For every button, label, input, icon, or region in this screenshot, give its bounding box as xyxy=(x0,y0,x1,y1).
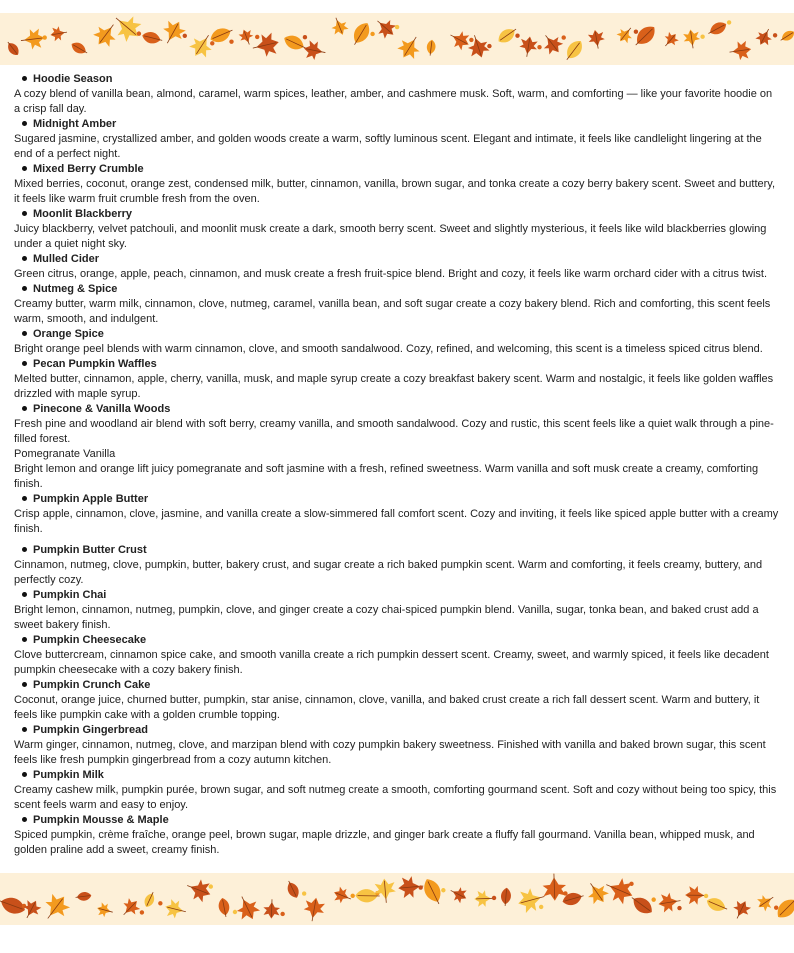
berry-icon xyxy=(137,31,141,35)
bullet-icon xyxy=(22,121,27,126)
list-item xyxy=(14,327,780,357)
leaf-icon xyxy=(542,873,566,901)
scent-name xyxy=(14,588,780,603)
bullet-icon xyxy=(22,76,27,81)
leaf-icon xyxy=(284,879,301,900)
leaf-icon xyxy=(217,897,231,918)
scent-description: Sugared jasmine, crystallized amber, and golden woods create a warm, softly luminous scent. Elegant and intimate, it feels like candlelight lingering at the end of a perfect night. xyxy=(14,133,762,160)
berry-icon xyxy=(255,35,259,39)
list-item xyxy=(14,447,780,492)
leaf-icon xyxy=(118,895,143,920)
list-item xyxy=(14,162,780,207)
berry-icon xyxy=(209,884,213,888)
scent-name xyxy=(14,402,780,417)
leaf-icon xyxy=(582,878,611,908)
leaf-icon xyxy=(4,39,21,57)
leaf-icon xyxy=(108,13,146,46)
berry-icon xyxy=(651,897,655,901)
top-leaves-banner xyxy=(0,13,794,65)
scent-name-text: Moonlit Blackberry xyxy=(33,208,133,220)
leaf-icon xyxy=(446,27,472,52)
bullet-icon xyxy=(22,256,27,261)
leaf-icon xyxy=(250,31,281,59)
scent-name-text: Pomegranate Vanilla xyxy=(14,448,116,460)
berry-icon xyxy=(469,38,473,42)
list-item xyxy=(14,207,780,252)
list-item xyxy=(14,492,780,537)
leaf-icon xyxy=(706,19,729,38)
scent-name-text: Hoodie Season xyxy=(33,73,113,85)
leaf-icon xyxy=(426,39,437,56)
leaf-icon xyxy=(49,25,68,42)
berry-icon xyxy=(418,885,422,889)
scent-name xyxy=(14,633,780,648)
leaf-icon xyxy=(355,889,380,903)
bullet-icon xyxy=(22,166,27,171)
scent-description: Bright lemon, cinnamon, nutmeg, pumpkin, clove, and ginger create a cozy chai-spiced pumpkin blend. Vanilla, sugar, tonka bean, and baked crust add a sweet bakery finish. xyxy=(14,604,759,631)
leaf-icon xyxy=(705,895,730,915)
scent-name-text: Pumpkin Cheesecake xyxy=(33,634,147,646)
berry-icon xyxy=(229,39,233,43)
leaf-icon xyxy=(730,897,753,922)
berry-icon xyxy=(158,901,162,905)
berry-icon xyxy=(700,35,704,39)
leaf-icon xyxy=(474,890,494,907)
leaf-icon xyxy=(158,17,188,49)
bullet-icon xyxy=(22,211,27,216)
berry-icon xyxy=(395,25,399,29)
scent-name-text: Pumpkin Butter Crust xyxy=(33,544,147,556)
scent-name-text: Pumpkin Milk xyxy=(33,769,104,781)
scent-name xyxy=(14,357,780,372)
list-item xyxy=(14,813,780,858)
berry-icon xyxy=(492,896,496,900)
berry-icon xyxy=(303,35,307,39)
scent-name-text: Pecan Pumpkin Waffles xyxy=(33,358,157,370)
berry-icon xyxy=(634,30,638,34)
autumn-leaves-garland-icon xyxy=(0,13,794,65)
leaf-icon xyxy=(754,25,776,48)
scent-description: Bright orange peel blends with warm cinnamon, clove, and smooth sandalwood. Cozy, refined, and welcoming, this scent is a timeless spiced citrus blend. xyxy=(14,343,763,355)
list-item xyxy=(14,723,780,768)
list-item xyxy=(14,633,780,678)
leaf-icon xyxy=(728,40,752,62)
leaf-icon xyxy=(682,28,701,49)
bullet-icon xyxy=(22,817,27,822)
leaf-icon xyxy=(95,901,114,919)
scent-name xyxy=(14,117,780,132)
scent-description: Cinnamon, nutmeg, clove, pumpkin, butter, bakery crust, and sugar create a rich baked pumpkin scent. Warm and comforting, it feels creamy, buttery, and perfectly cozy. xyxy=(14,559,763,586)
autumn-leaves-garland-icon xyxy=(0,873,794,925)
scent-name-text: Pinecone & Vanilla Woods xyxy=(33,403,171,415)
leaf-icon xyxy=(20,28,46,51)
list-item xyxy=(14,678,780,723)
leaf-icon xyxy=(183,876,214,905)
leaf-icon xyxy=(685,886,707,905)
scent-description: Creamy butter, warm milk, cinnamon, clove, nutmeg, caramel, vanilla bean, and soft sugar create a cozy bakery blend. Rich and comforting, this scent feels warm, smooth, and indulgent. xyxy=(14,298,771,325)
leaf-icon xyxy=(302,39,327,62)
leaf-icon xyxy=(38,890,73,925)
leaf-icon xyxy=(90,18,122,51)
scent-description: Juicy blackberry, velvet patchouli, and moonlit musk create a dark, smooth berry scent. Sweet and slightly mysterious, it feels like wild blackberries glowing under a quiet night sky. xyxy=(14,223,767,250)
bottom-leaves-banner xyxy=(0,873,794,925)
leaf-icon xyxy=(631,22,659,50)
leaf-icon xyxy=(263,899,280,919)
berry-icon xyxy=(140,910,144,914)
list-item xyxy=(14,117,780,162)
leaf-icon xyxy=(754,891,777,914)
scent-name-text: Mulled Cider xyxy=(33,253,100,265)
leaf-icon xyxy=(329,15,351,38)
list-item xyxy=(14,72,780,117)
list-item xyxy=(14,402,780,447)
scent-name xyxy=(14,768,780,783)
list-item xyxy=(14,282,780,327)
leaf-icon xyxy=(660,30,681,51)
berry-icon xyxy=(370,32,374,36)
bullet-icon xyxy=(22,331,27,336)
list-item xyxy=(14,357,780,402)
berry-icon xyxy=(773,33,777,37)
leaf-icon xyxy=(395,31,426,63)
leaf-icon xyxy=(500,887,511,906)
leaf-icon xyxy=(141,30,164,46)
scent-description: Warm ginger, cinnamon, nutmeg, clove, and marzipan blend with cozy pumpkin bakery sweetness. Finished with vanilla and baked brown sugar, this scent feels like fresh pumpkin gingerbread from a cozy autumn kitchen. xyxy=(14,739,766,766)
scent-description: Green citrus, orange, apple, peach, cinnamon, and musk create a fresh fruit-spice blend. Bright and cozy, it feels like warm orchard cider with a citrus twist. xyxy=(14,268,768,280)
leaf-icon xyxy=(657,891,682,914)
scent-description: Bright lemon and orange lift juicy pomegranate and soft jasmine with a fresh, refined sweetness. Warm vanilla and soft musk create a creamy, comforting finish. xyxy=(14,463,759,490)
list-item xyxy=(14,252,780,282)
leaf-icon xyxy=(374,878,397,904)
berry-icon xyxy=(677,906,681,910)
scent-name-text: Orange Spice xyxy=(33,328,104,340)
scent-name xyxy=(14,327,780,342)
leaf-icon xyxy=(237,27,256,47)
scent-list xyxy=(14,72,780,858)
scent-name xyxy=(14,678,780,693)
berry-icon xyxy=(629,882,633,886)
leaf-icon xyxy=(587,29,606,50)
scent-name xyxy=(14,543,780,558)
berry-icon xyxy=(280,912,284,916)
bullet-icon xyxy=(22,286,27,291)
berry-icon xyxy=(563,891,567,895)
scent-name-text: Pumpkin Crunch Cake xyxy=(33,679,151,691)
scent-description: Spiced pumpkin, crème fraîche, orange peel, brown sugar, maple drizzle, and ginger bark create a fluffy fall gourmand. Vanilla bean, whipped musk, and golden praline add a sweet, creamy finish. xyxy=(14,829,755,856)
berry-icon xyxy=(562,35,566,39)
scent-name xyxy=(14,723,780,738)
leaf-icon xyxy=(628,892,656,917)
leaf-icon xyxy=(232,892,262,924)
berry-icon xyxy=(774,905,778,909)
scent-description: Fresh pine and woodland air blend with soft berry, creamy vanilla, and smooth sandalwood. Cozy and rustic, this scent feels like a quiet walk through a pine-filled forest. xyxy=(14,418,774,445)
bullet-icon xyxy=(22,496,27,501)
leaf-icon xyxy=(302,896,326,923)
leaf-icon xyxy=(538,30,566,58)
scent-name-text: Pumpkin Gingerbread xyxy=(33,724,148,736)
bullet-icon xyxy=(22,772,27,777)
leaf-icon xyxy=(515,885,547,915)
bullet-icon xyxy=(22,547,27,552)
list-item xyxy=(14,768,780,813)
leaf-icon xyxy=(518,35,539,58)
scent-name xyxy=(14,72,780,87)
berry-icon xyxy=(210,41,214,45)
scent-name xyxy=(14,162,780,177)
leaf-icon xyxy=(602,873,637,906)
scent-name-text: Pumpkin Apple Butter xyxy=(33,493,149,505)
berry-icon xyxy=(515,34,519,38)
bullet-icon xyxy=(22,682,27,687)
scent-name-text: Pumpkin Mousse & Maple xyxy=(33,814,169,826)
berry-icon xyxy=(727,20,731,24)
berry-icon xyxy=(43,35,47,39)
bullet-icon xyxy=(22,406,27,411)
scent-description: Crisp apple, cinnamon, clove, jasmine, and vanilla create a slow-simmered fall comfort scent. Cozy and inviting, it feels like spiced apple butter with a creamy finish. xyxy=(14,508,779,535)
scent-description: Coconut, orange juice, churned butter, pumpkin, star anise, cinnamon, clove, vanilla, and baked crust create a rich fall dessert scent. Warm and buttery, it feels like pumpkin cake with a golden crumble topping. xyxy=(14,694,760,721)
list-item xyxy=(14,543,780,588)
scent-description: Mixed berries, coconut, orange zest, condensed milk, butter, cinnamon, vanilla, brown sugar, and tonka create a cozy berry bakery scent. Sweet and buttery, it feels like warm fruit crumble fresh from the oven. xyxy=(14,178,776,205)
bullet-icon xyxy=(22,361,27,366)
berry-icon xyxy=(233,910,237,914)
scent-name xyxy=(14,207,780,222)
leaf-icon xyxy=(69,40,89,57)
scent-name-text: Mixed Berry Crumble xyxy=(33,163,144,175)
scent-name xyxy=(14,447,780,462)
berry-icon xyxy=(441,888,445,892)
scent-description: A cozy blend of vanilla bean, almond, caramel, warm spices, leather, amber, and cashmere musk. Soft, warm, and comforting — like your favorite hoodie on a crisp fall day. xyxy=(14,88,773,115)
scent-description: Melted butter, cinnamon, apple, cherry, vanilla, musk, and maple syrup create a cozy breakfast bakery scent. Warm and nostalgic, it feels like golden waffles drizzled with maple syrup. xyxy=(14,373,774,400)
bullet-icon xyxy=(22,637,27,642)
berry-icon xyxy=(183,34,187,38)
scent-name xyxy=(14,252,780,267)
berry-icon xyxy=(302,891,306,895)
scent-name-text: Midnight Amber xyxy=(33,118,117,130)
scent-name xyxy=(14,813,780,828)
leaf-icon xyxy=(778,28,794,44)
list-item xyxy=(14,588,780,633)
scent-name xyxy=(14,492,780,507)
berry-icon xyxy=(487,44,491,48)
leaf-icon xyxy=(331,885,354,906)
leaf-icon xyxy=(447,884,469,905)
scent-name-text: Pumpkin Chai xyxy=(33,589,107,601)
bullet-icon xyxy=(22,592,27,597)
leaf-icon xyxy=(142,890,157,909)
berry-icon xyxy=(704,894,708,898)
leaf-icon xyxy=(562,37,586,63)
scent-name-text: Nutmeg & Spice xyxy=(33,283,118,295)
berry-icon xyxy=(350,894,354,898)
scent-description: Creamy cashew milk, pumpkin purée, brown sugar, and soft nutmeg create a smooth, comforting gourmand scent. Soft and cozy without being too spicy, this scent feels warm and easy to enjoy. xyxy=(14,784,777,811)
leaf-icon xyxy=(163,898,188,921)
berry-icon xyxy=(537,45,541,49)
berry-icon xyxy=(539,905,543,909)
bullet-icon xyxy=(22,727,27,732)
leaf-icon xyxy=(349,20,374,49)
scent-name xyxy=(14,282,780,297)
scent-description: Clove buttercream, cinnamon spice cake, and smooth vanilla create a rich pumpkin dessert scent. Creamy, sweet, and warmly spiced, it feels like decadent pumpkin cheesecake with a cozy bakery finish. xyxy=(14,649,769,676)
leaf-icon xyxy=(614,23,636,46)
leaf-icon xyxy=(75,891,92,902)
